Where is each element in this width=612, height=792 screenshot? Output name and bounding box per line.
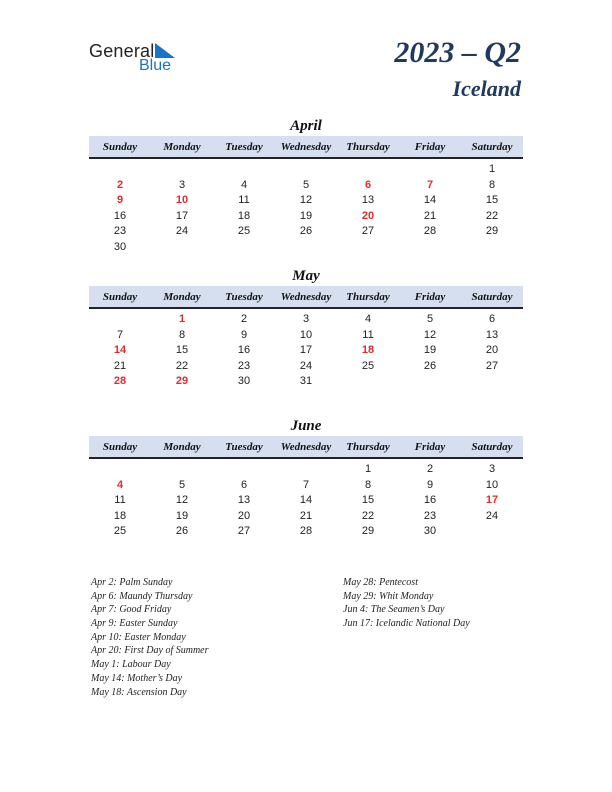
date-cell: 3 (178, 178, 186, 191)
holiday-note: May 18: Ascension Day (91, 686, 187, 698)
holiday-notes-left (91, 576, 209, 699)
date-cell: 26 (175, 525, 189, 537)
weeks (89, 309, 523, 390)
weekday-header-row (89, 436, 523, 459)
date-cell: 30 (113, 240, 127, 253)
date-cell: 25 (361, 359, 375, 372)
date-cell: 9 (426, 478, 434, 491)
date-cell: 16 (237, 344, 251, 356)
holiday-note: May 28: Pentecost (343, 577, 418, 588)
holiday-note: Apr 7: Good Friday (91, 604, 172, 616)
week-row (89, 343, 523, 359)
date-cell: 7 (116, 328, 124, 341)
date-cell: 29 (361, 525, 375, 537)
weekday-label: Sunday (102, 141, 138, 153)
empty-cell (337, 374, 399, 390)
empty-cell (151, 240, 213, 256)
date-cell: 19 (423, 344, 437, 356)
date-cell: 22 (485, 209, 499, 222)
date-cell: 24 (175, 225, 189, 237)
empty-cell (151, 462, 213, 478)
weekday-label: Monday (163, 141, 201, 153)
date-cell: 14 (299, 494, 313, 506)
date-cell: 16 (113, 209, 127, 222)
logo-blue-text: Blue (139, 57, 172, 74)
week-row (89, 178, 523, 194)
week-row (89, 478, 523, 494)
date-cell: 5 (178, 478, 186, 491)
empty-cell (213, 162, 275, 178)
week-row (89, 240, 523, 256)
week-row (89, 224, 523, 240)
weekday-label: Tuesday (225, 441, 263, 453)
month-title: June (290, 418, 322, 434)
empty-cell (89, 162, 151, 178)
holiday-date: 28 (113, 375, 127, 387)
weekday-label: Monday (163, 441, 201, 453)
date-cell: 19 (175, 509, 189, 522)
date-cell: 21 (423, 209, 437, 222)
empty-cell (399, 162, 461, 178)
holiday-date: 2 (116, 178, 124, 191)
date-cell: 19 (299, 209, 313, 222)
week-row (89, 359, 523, 375)
holiday-date: 9 (116, 194, 124, 206)
weekday-label: Wednesday (280, 141, 332, 153)
week-row (89, 193, 523, 209)
week-row (89, 312, 523, 328)
date-cell: 13 (237, 494, 251, 506)
holiday-note: Jun 4: The Seamen’s Day (343, 604, 445, 616)
date-cell: 5 (426, 313, 434, 325)
weekday-label: Friday (414, 141, 446, 153)
date-cell: 30 (423, 525, 437, 537)
month-title: April (290, 118, 322, 134)
holiday-note: May 1: Labour Day (91, 659, 171, 671)
date-cell: 5 (302, 178, 310, 191)
date-cell: 12 (423, 328, 437, 341)
date-cell: 27 (361, 225, 375, 237)
date-cell: 23 (113, 225, 127, 237)
empty-cell (275, 240, 337, 256)
date-cell: 11 (114, 494, 126, 506)
empty-cell (213, 240, 275, 256)
holiday-note: Jun 17: Icelandic National Day (343, 618, 470, 630)
weekday-label: Tuesday (225, 291, 263, 303)
date-cell: 28 (423, 225, 437, 237)
weekday-label: Wednesday (280, 441, 332, 453)
date-cell: 12 (299, 194, 313, 206)
holiday-date: 18 (361, 344, 375, 356)
date-cell: 16 (423, 494, 437, 506)
holiday-note: Apr 2: Palm Sunday (91, 577, 173, 588)
date-cell: 13 (361, 194, 375, 206)
week-row (89, 374, 523, 390)
logo-triangle-icon (155, 43, 175, 58)
empty-cell (275, 162, 337, 178)
week-row (89, 524, 523, 540)
holiday-notes-right (343, 576, 470, 631)
date-cell: 4 (240, 178, 248, 191)
date-cell: 28 (299, 525, 313, 537)
date-cell: 3 (302, 313, 310, 325)
date-cell: 8 (364, 478, 372, 491)
date-cell: 17 (175, 209, 189, 222)
date-cell: 22 (361, 509, 375, 522)
date-cell: 8 (178, 328, 186, 341)
date-cell: 9 (240, 328, 248, 341)
date-cell: 31 (299, 375, 313, 387)
empty-cell (461, 524, 523, 540)
holiday-date: 20 (361, 209, 375, 222)
date-cell: 11 (362, 328, 374, 341)
date-cell: 18 (237, 209, 251, 222)
weekday-label: Wednesday (280, 291, 332, 303)
weekday-label: Saturday (471, 291, 513, 303)
date-cell: 22 (175, 359, 189, 372)
holiday-date: 7 (426, 178, 434, 191)
week-row (89, 162, 523, 178)
date-cell: 20 (485, 344, 499, 356)
date-cell: 20 (237, 509, 251, 522)
week-row (89, 209, 523, 225)
weekday-label: Sunday (102, 441, 138, 453)
date-cell: 26 (423, 359, 437, 372)
date-cell: 1 (364, 463, 372, 475)
date-cell: 23 (237, 359, 251, 372)
week-row (89, 493, 523, 509)
week-row (89, 328, 523, 344)
date-cell: 6 (240, 478, 248, 491)
date-cell: 25 (237, 225, 251, 237)
date-cell: 12 (175, 494, 189, 506)
date-cell: 2 (426, 463, 434, 475)
date-cell: 18 (113, 509, 127, 522)
empty-cell (89, 462, 151, 478)
date-cell: 4 (364, 313, 372, 325)
month-april (89, 116, 523, 255)
page-title: 2023 – Q2 (394, 36, 521, 69)
generalblue-logo (89, 41, 189, 77)
date-cell: 15 (175, 344, 189, 356)
weekday-label: Saturday (471, 141, 513, 153)
date-cell: 13 (485, 328, 499, 341)
holiday-date: 1 (178, 313, 186, 325)
empty-cell (461, 374, 523, 390)
weekday-label: Saturday (471, 441, 513, 453)
weeks (89, 459, 523, 540)
date-cell: 27 (485, 359, 499, 372)
empty-cell (337, 162, 399, 178)
holiday-date: 4 (116, 478, 124, 491)
date-cell: 24 (299, 359, 313, 372)
weekday-label: Thursday (346, 141, 390, 153)
holiday-date: 10 (175, 194, 189, 206)
week-row (89, 509, 523, 525)
month-may (89, 266, 523, 390)
date-cell: 15 (485, 194, 499, 206)
holiday-date: 14 (113, 344, 127, 356)
date-cell: 25 (113, 525, 127, 537)
date-cell: 2 (240, 313, 248, 325)
date-cell: 21 (113, 359, 127, 372)
weekday-header-row (89, 286, 523, 309)
date-cell: 14 (423, 194, 437, 206)
date-cell: 6 (488, 313, 496, 325)
holiday-note: Apr 20: First Day of Summer (91, 645, 209, 657)
empty-cell (151, 162, 213, 178)
holiday-note: Apr 9: Easter Sunday (91, 618, 178, 630)
holiday-note: Apr 6: Maundy Thursday (91, 590, 193, 602)
empty-cell (399, 240, 461, 256)
date-cell: 1 (488, 163, 496, 175)
holiday-date: 29 (175, 375, 189, 387)
holiday-note: May 29: Whit Monday (343, 590, 434, 602)
month-title: May (292, 268, 320, 284)
logo-general-text: General (89, 41, 155, 61)
date-cell: 10 (299, 328, 313, 341)
date-cell: 27 (237, 525, 251, 537)
weekday-label: Thursday (346, 441, 390, 453)
date-cell: 3 (488, 463, 496, 475)
empty-cell (213, 462, 275, 478)
date-cell: 11 (238, 194, 250, 206)
country-title: Iceland (452, 76, 521, 101)
date-cell: 15 (361, 494, 375, 506)
holiday-note: May 14: Mother’s Day (91, 672, 183, 684)
empty-cell (89, 312, 151, 328)
weekday-label: Thursday (346, 291, 390, 303)
empty-cell (337, 240, 399, 256)
date-cell: 30 (237, 375, 251, 387)
date-cell: 17 (299, 344, 313, 356)
date-cell: 8 (488, 178, 496, 191)
date-cell: 29 (485, 225, 499, 237)
weekday-label: Friday (414, 441, 446, 453)
holiday-date: 6 (364, 178, 372, 191)
weekday-label: Sunday (102, 291, 138, 303)
weekday-label: Monday (163, 291, 201, 303)
date-cell: 10 (485, 478, 499, 491)
weekday-label: Friday (414, 291, 446, 303)
empty-cell (275, 462, 337, 478)
month-june (89, 416, 523, 540)
date-cell: 26 (299, 225, 313, 237)
date-cell: 21 (299, 509, 313, 522)
date-cell: 23 (423, 509, 437, 522)
weekday-header-row (89, 136, 523, 159)
holiday-note: Apr 10: Easter Monday (91, 631, 186, 643)
weeks (89, 159, 523, 255)
week-row (89, 462, 523, 478)
date-cell: 24 (485, 509, 499, 522)
empty-cell (461, 240, 523, 256)
empty-cell (399, 374, 461, 390)
holiday-date: 17 (485, 494, 499, 506)
date-cell: 7 (302, 478, 310, 491)
weekday-label: Tuesday (225, 141, 263, 153)
